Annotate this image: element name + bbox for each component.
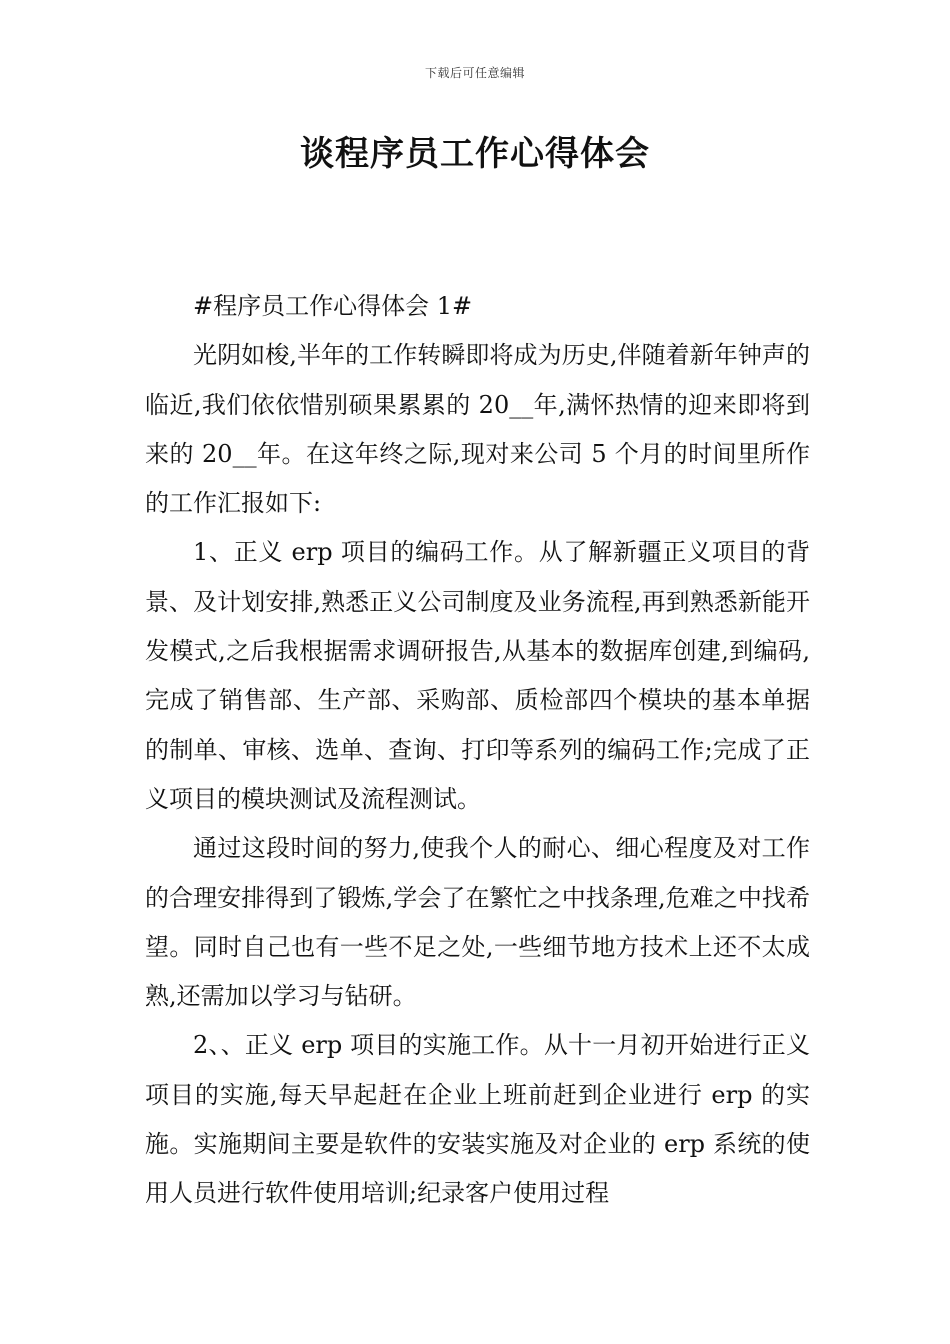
paragraph-intro: 光阴如梭,半年的工作转瞬即将成为历史,伴随着新年钟声的临近,我们依依惜别硕果累累的 20__年,满怀热情的迎来即将到来的 20__年。在这年终之际,现对来公司 5 个月的时间里所作的工作汇报如下: bbox=[145, 341, 810, 518]
section-heading: #程序员工作心得体会 1# bbox=[193, 292, 473, 320]
paragraph-item-2: 2、、正义 erp 项目的实施工作。从十一月初开始进行正义项目的实施,每天早起赶在企业上班前赶到企业进行 erp 的实施。实施期间主要是软件的安装实施及对企业的 erp 系统的使用人员进行软件使用培训;纪录客户使用过程 bbox=[145, 1031, 810, 1208]
document-body bbox=[145, 282, 810, 1219]
header-note: 下载后可任意编辑 bbox=[424, 66, 525, 80]
paragraph-reflection: 通过这段时间的努力,使我个人的耐心、细心程度及对工作的合理安排得到了锻炼,学会了在繁忙之中找条理,危难之中找希望。同时自己也有一些不足之处,一些细节地方技术上还不太成熟,还需加以学习与钻研。 bbox=[145, 834, 810, 1011]
document-title: 谈程序员工作心得体会 bbox=[300, 134, 650, 174]
paragraph-item-1: 1、正义 erp 项目的编码工作。从了解新疆正义项目的背景、及计划安排,熟悉正义公司制度及业务流程,再到熟悉新能开发模式,之后我根据需求调研报告,从基本的数据库创建,到编码,完成了销售部、生产部、采购部、质检部四个模块的基本单据的制单、审核、选单、查询、打印等系列的编码工作;完成了正义项目的模块测试及流程测试。 bbox=[145, 538, 810, 813]
